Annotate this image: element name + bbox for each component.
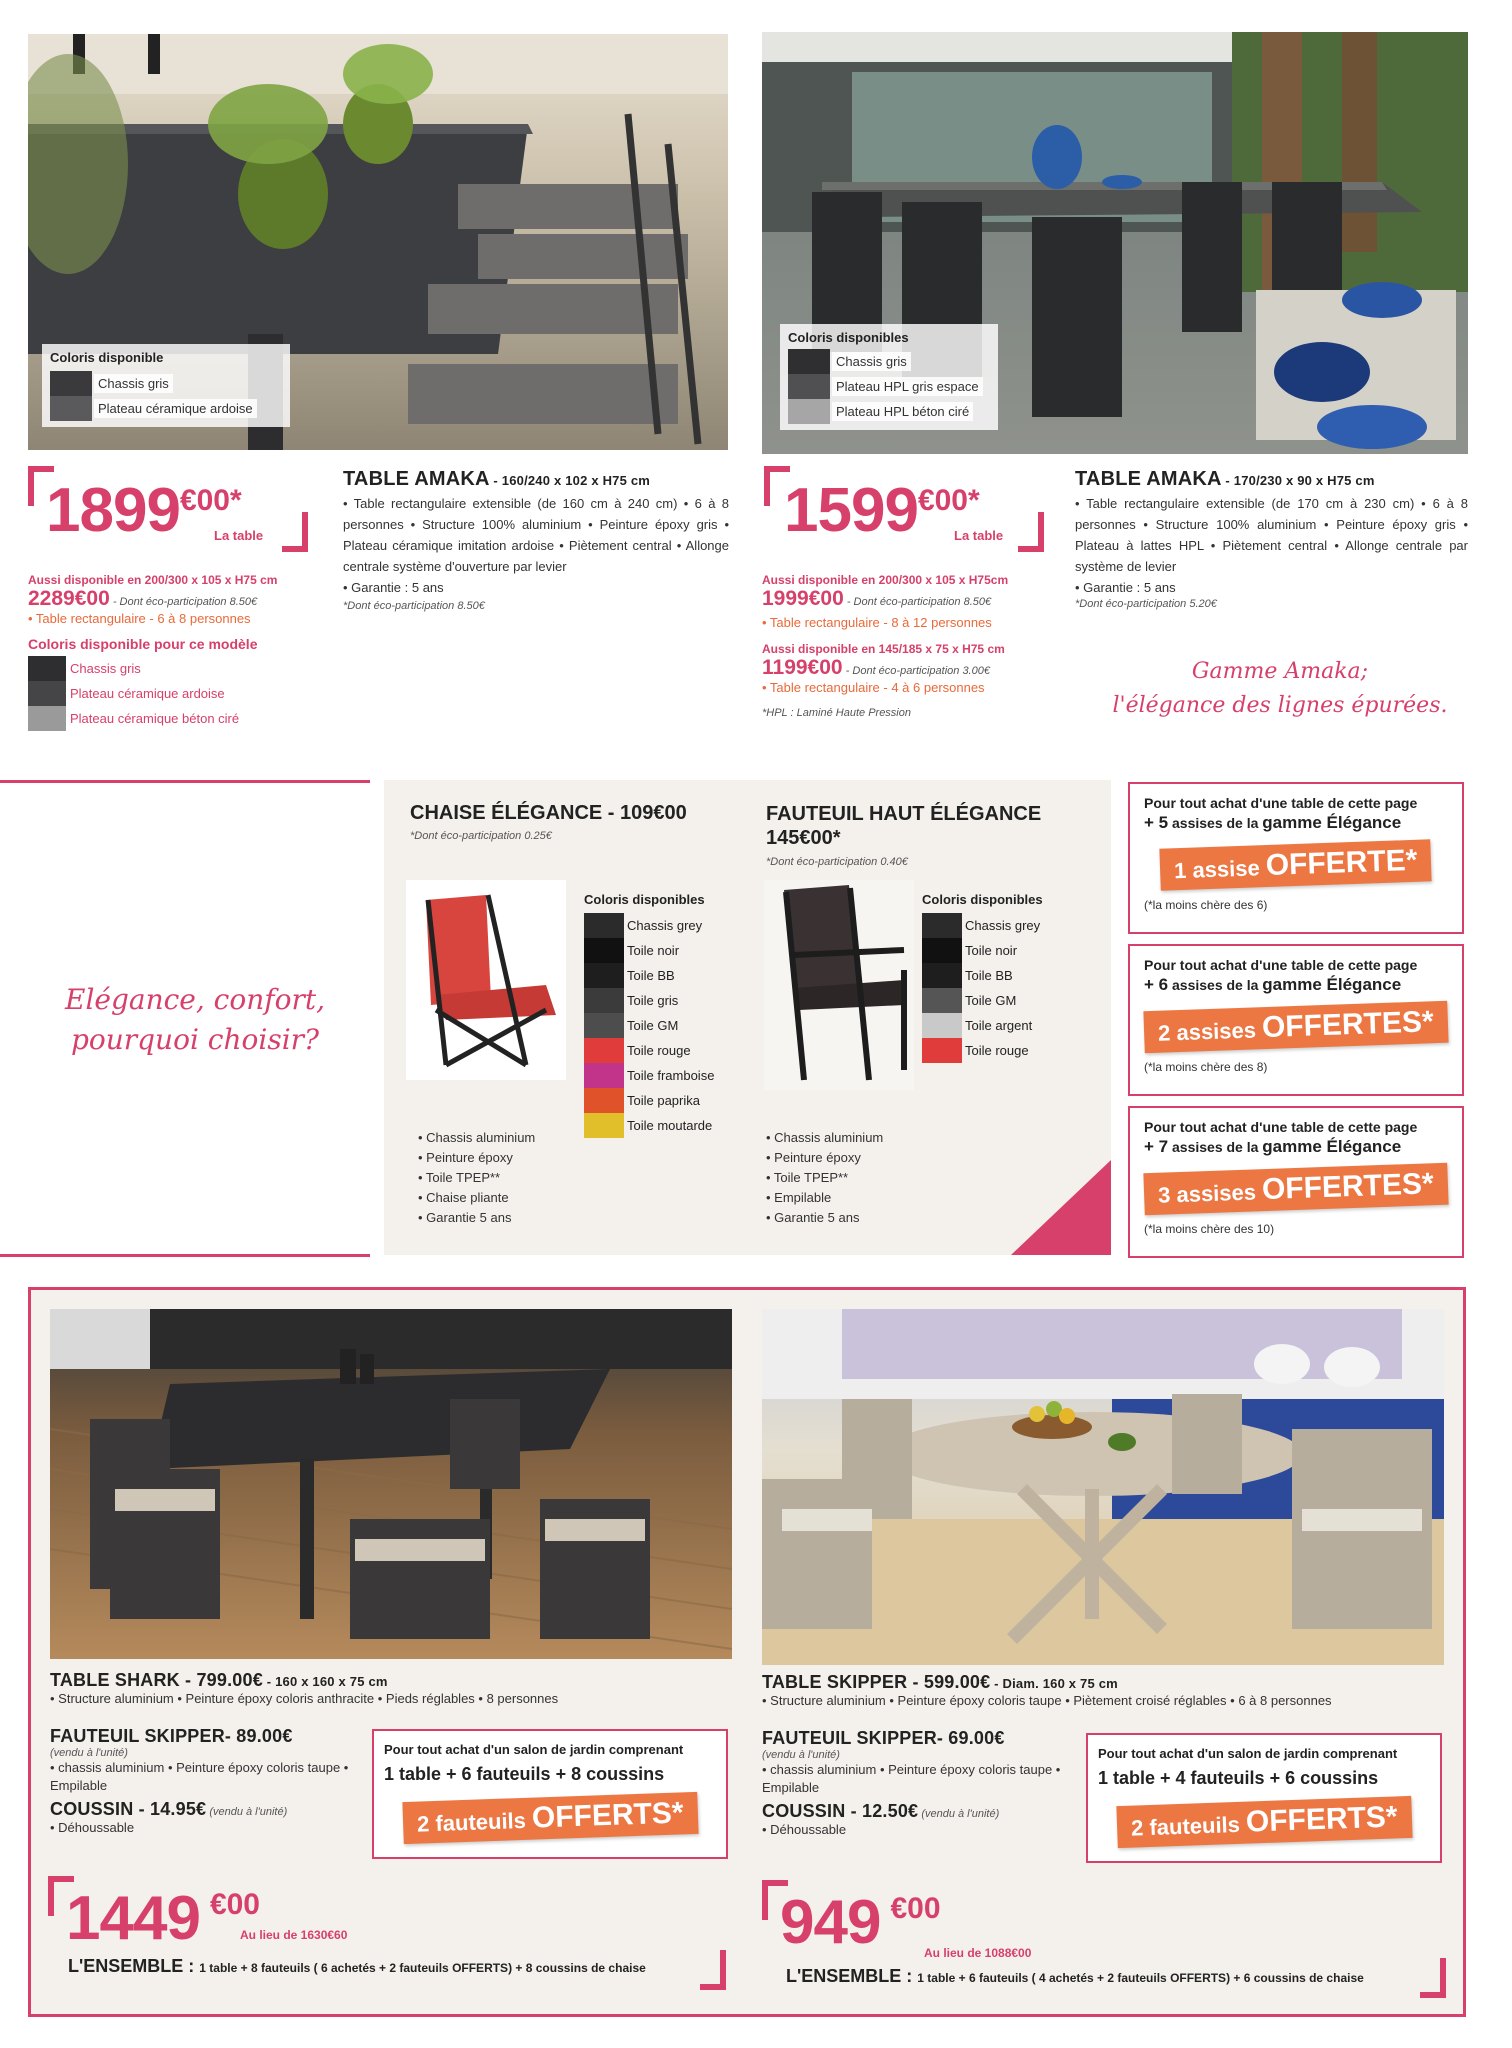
fauteuil-elegance-color-row: [922, 913, 1082, 938]
amaka1-model-color-row: [28, 706, 338, 731]
offer-mid: assises de la: [1168, 977, 1263, 993]
offer-mid: assises de la: [1168, 1139, 1263, 1155]
shark-ensemble-corner: [700, 1950, 726, 1990]
amaka2-alt1-price-row: [762, 587, 1082, 611]
skipper-scene: [762, 1309, 1444, 1665]
shark-coussin-title: COUSSIN - 14.95€: [50, 1799, 207, 1819]
amaka2-alt2-eco: - Dont éco-participation 3.00€: [842, 665, 990, 677]
amaka2-script-line2: l'élégance des lignes épurées.: [1112, 693, 1448, 718]
chaise-color-row: [584, 938, 734, 963]
fauteuil-elegance-color-row: [922, 963, 1082, 988]
amaka2-swatch: [788, 399, 830, 424]
amaka2-script: [1100, 655, 1460, 723]
shark-table-desc: • Structure aluminium • Peinture époxy coloris anthracite • Pieds réglables • 8 personnes: [50, 1691, 559, 1706]
skipper-ensemble-label: L'ENSEMBLE :: [786, 1966, 918, 1986]
offer-box-1: [1128, 782, 1464, 934]
chaise-color-label: Toile rouge: [627, 1043, 691, 1058]
shark-ensemble: [68, 1956, 646, 1977]
elegance-script: [30, 980, 360, 1060]
offer-badge-wrap: [1144, 844, 1448, 886]
shark-coussin-desc: • Déhoussable: [50, 1820, 135, 1835]
chaise-swatch: [584, 913, 624, 938]
fauteuil-elegance-swatch: [922, 1013, 962, 1038]
amaka1-guarantee: • Garantie : 5 ans: [343, 580, 444, 595]
fauteuil-elegance-color-label: Toile GM: [965, 993, 1017, 1008]
amaka1-model-color-row: [28, 681, 338, 706]
offer-mid: assises de la: [1168, 815, 1263, 831]
skipper-coussin-row: [762, 1801, 1078, 1822]
shark-offer-line2: 1 table + 6 fauteuils + 8 coussins: [384, 1764, 665, 1784]
shark-scene: [50, 1309, 732, 1659]
amaka2-swatch: [788, 349, 830, 374]
amaka2-alt2-price: 1199€00: [762, 656, 843, 679]
offer-range: gamme Élégance: [1262, 1137, 1402, 1156]
skipper-coussin-unit: (vendu à l'unité): [918, 1808, 1000, 1820]
fauteuil-elegance-feature: • Toile TPEP**: [766, 1170, 849, 1185]
chaise-color-label: Chassis grey: [627, 918, 703, 933]
amaka1-alt: [28, 573, 338, 731]
amaka1-model-swatch: [28, 656, 66, 681]
shark-info: [50, 1670, 730, 1706]
amaka1-model-swatch: [28, 681, 66, 706]
fauteuil-elegance-colors-list: [922, 913, 1082, 1063]
amaka2-alt2-desc: • Table rectangulaire - 4 à 6 personnes: [762, 680, 985, 695]
chaise-swatch: [584, 988, 624, 1013]
offer-box-3: [1128, 1106, 1464, 1258]
elegance-panel: [384, 780, 1111, 1255]
chaise-swatch: [584, 1063, 624, 1088]
skipper-photo: [762, 1309, 1444, 1665]
offer-badge-word: OFFERTES*: [1261, 1167, 1435, 1207]
fauteuil-elegance-title-text: FAUTEUIL HAUT ÉLÉGANCE: [766, 803, 1042, 825]
amaka2-alt1-title: Aussi disponible en 200/300 x 105 x H75cm: [762, 573, 1009, 587]
amaka2-colors-panel: [780, 324, 998, 430]
fauteuil-elegance-color-label: Toile rouge: [965, 1043, 1029, 1058]
shark-price-amount: 1449: [66, 1884, 200, 1953]
amaka2-price-cents: €00*: [917, 484, 980, 517]
shark-coussin-unit: (vendu à l'unité): [206, 1806, 288, 1818]
shark-price-cents: €00: [209, 1888, 260, 1921]
shark-fauteuil-title: FAUTEUIL SKIPPER- 89.00€: [50, 1726, 293, 1746]
skipper-offer-box: [1086, 1733, 1442, 1863]
amaka2-desc: • Table rectangulaire extensible (de 170 cm à 230 cm) • 6 à 8 personnes • Structure 100% aluminium • Peinture époxy gris • Plateau à lattes HPL • Piètement central • Allonge centrale par système de levier: [1075, 496, 1468, 574]
amaka2-price-corner: [1018, 512, 1044, 552]
offer-box-2: [1128, 944, 1464, 1096]
shark-photo: [50, 1309, 732, 1659]
shark-table-title-text: TABLE SHARK - 799.00€: [50, 1670, 263, 1690]
shark-ensemble-label: L'ENSEMBLE :: [68, 1956, 200, 1976]
amaka1-model-color-row: [28, 656, 338, 681]
chaise-swatch: [584, 938, 624, 963]
amaka2-colors-title: Coloris disponibles: [788, 330, 909, 345]
shark-offer-badge-word: OFFERTS*: [531, 1796, 684, 1835]
amaka1-dims: - 160/240 x 102 x H75 cm: [489, 473, 651, 488]
skipper-fauteuil-unit: (vendu à l'unité): [762, 1749, 840, 1761]
amaka1-price-sub: La table: [214, 528, 264, 543]
fauteuil-elegance-color-row: [922, 938, 1082, 963]
amaka2-color-label: Plateau HPL béton ciré: [832, 402, 973, 421]
fauteuil-elegance-features: [766, 1128, 883, 1228]
fauteuil-elegance-swatch: [922, 913, 962, 938]
amaka2-guarantee: • Garantie : 5 ans: [1075, 580, 1176, 595]
amaka2-alt2-price-row: [762, 656, 1082, 680]
shark-offer-line1: Pour tout achat d'un salon de jardin comprenant: [384, 1742, 684, 1757]
offer-qty: + 7: [1144, 1137, 1169, 1156]
shark-offer-badge-count: 2 fauteuils: [416, 1807, 533, 1837]
chaise-color-label: Toile gris: [627, 993, 679, 1008]
amaka2-alt2-title: Aussi disponible en 145/185 x 75 x H75 cm: [762, 642, 1005, 656]
skipper-price-cents: €00: [890, 1892, 941, 1925]
chaise-illustration: [406, 880, 566, 1080]
offer-badge-word: OFFERTES*: [1261, 1005, 1435, 1045]
amaka1-price-amount: 1899: [46, 476, 180, 545]
middle-divider-top: [0, 780, 370, 783]
fauteuil-elegance-color-label: Toile noir: [965, 943, 1018, 958]
offer-badge-wrap: [1144, 1006, 1448, 1048]
offer-note: (*la moins chère des 8): [1144, 1060, 1268, 1074]
fauteuil-elegance-swatch: [922, 963, 962, 988]
amaka1-model-color-label: Chassis gris: [70, 661, 141, 676]
amaka1-eco: *Dont éco-participation 8.50€: [343, 600, 485, 612]
shark-offer-badge-wrap: [384, 1797, 716, 1839]
chaise-colors: [584, 892, 734, 1138]
amaka2-title: [1075, 468, 1468, 491]
fauteuil-elegance-feature: • Chassis aluminium: [766, 1130, 884, 1145]
amaka2-color-label: Chassis gris: [832, 352, 911, 371]
chaise-colors-list: [584, 913, 734, 1138]
chaise-color-row: [584, 1013, 734, 1038]
offer-badge-count: 3 assises: [1157, 1179, 1263, 1208]
elegance-script-line1: Elégance, confort,: [65, 983, 325, 1016]
shark-coussin-row: [50, 1799, 362, 1820]
chaise-feature: • Peinture époxy: [418, 1150, 513, 1165]
chaise-color-row: [584, 913, 734, 938]
amaka1-swatch: [50, 396, 92, 421]
chaise-feature: • Chassis aluminium: [418, 1130, 536, 1145]
skipper-offer-line1: Pour tout achat d'un salon de jardin comprenant: [1098, 1746, 1398, 1761]
chaise-color-label: Toile moutarde: [627, 1118, 713, 1133]
amaka1-photo: [28, 34, 728, 450]
amaka1-alt-desc: • Table rectangulaire - 6 à 8 personnes: [28, 611, 251, 626]
amaka1-color-label: Plateau céramique ardoise: [94, 399, 257, 418]
chaise-swatch: [584, 1038, 624, 1063]
chaise-color-label: Toile noir: [627, 943, 680, 958]
offer-badge-wrap: [1144, 1168, 1448, 1210]
skipper-coussin-desc: • Déhoussable: [762, 1822, 847, 1837]
amaka2-hpl-note: *HPL : Laminé Haute Pression: [762, 707, 911, 719]
chaise-color-label: Toile paprika: [627, 1093, 700, 1108]
fauteuil-elegance-color-label: Toile argent: [965, 1018, 1033, 1033]
amaka2-alt1-eco: - Dont éco-participation 8.50€: [843, 596, 992, 608]
offer-badge: [1160, 839, 1433, 890]
amaka1-model-color-label: Plateau céramique ardoise: [70, 686, 225, 701]
chaise-color-row: [584, 963, 734, 988]
shark-price: [66, 1884, 260, 1953]
shark-table-title: [50, 1670, 730, 1691]
amaka1-alt-title: Aussi disponible en 200/300 x 105 x H75 cm: [28, 573, 278, 587]
chaise-colors-title: Coloris disponibles: [584, 892, 705, 907]
chaise-feature: • Chaise pliante: [418, 1190, 509, 1205]
offer-line1: Pour tout achat d'une table de cette page: [1144, 957, 1418, 973]
amaka1-model-swatch: [28, 706, 66, 731]
skipper-offer-badge-word: OFFERTS*: [1245, 1800, 1398, 1839]
amaka2-price-sub: La table: [954, 528, 1004, 543]
fauteuil-elegance-eco: *Dont éco-participation 0.40€: [766, 856, 908, 868]
offer-qty: + 6: [1144, 975, 1169, 994]
amaka2-photo: [762, 32, 1468, 454]
amaka1-alt-price-row: [28, 587, 338, 611]
fauteuil-elegance-feature: • Peinture époxy: [766, 1150, 861, 1165]
amaka1-model-colors-title: Coloris disponible pour ce modèle: [28, 636, 258, 652]
offer-badge: [1144, 1001, 1449, 1054]
amaka1-title: [343, 468, 729, 491]
skipper-ensemble-corner: [1420, 1958, 1446, 1998]
shark-offer-badge: [402, 1792, 698, 1844]
chaise-color-label: Toile GM: [627, 1018, 679, 1033]
chaise-color-row: [584, 988, 734, 1013]
chaise-photo: [406, 880, 566, 1080]
elegance-panel-corner: [1011, 1160, 1111, 1255]
amaka2-price-amount: 1599: [784, 476, 918, 545]
fauteuil-elegance-swatch: [922, 938, 962, 963]
amaka1-alt-price: 2289€00: [28, 587, 110, 610]
skipper-fauteuil-title: FAUTEUIL SKIPPER- 69.00€: [762, 1728, 1005, 1748]
fauteuil-elegance-colors-title: Coloris disponibles: [922, 892, 1043, 907]
chaise-swatch: [584, 1013, 624, 1038]
amaka2-script-line1: Gamme Amaka;: [1191, 659, 1369, 684]
offer-range: gamme Élégance: [1262, 813, 1402, 832]
offer-line2: [1144, 812, 1448, 834]
shark-fauteuil-desc: • chassis aluminium • Peinture époxy coloris taupe • Empilable: [50, 1760, 349, 1793]
skipper-instead: Au lieu de 1088€00: [924, 1946, 1032, 1960]
fauteuil-elegance-photo: [764, 880, 914, 1090]
chaise-eco-text: Dont éco-participation 0.25€: [414, 830, 552, 842]
middle-divider-bottom: [0, 1254, 370, 1257]
offer-badge-count: 1 assise: [1173, 855, 1267, 884]
amaka2-dims: - 170/230 x 90 x H75 cm: [1221, 473, 1375, 488]
skipper-table-dims: - Diam. 160 x 75 cm: [990, 1676, 1118, 1691]
skipper-offer-badge: [1116, 1796, 1412, 1848]
chaise-color-label: Toile BB: [627, 968, 675, 983]
chaise-feature: • Toile TPEP**: [418, 1170, 501, 1185]
amaka1-price-cents: €00*: [179, 484, 242, 517]
skipper-table-desc: • Structure aluminium • Peinture époxy coloris taupe • Piètement croisé réglables • 6 à 8 personnes: [762, 1693, 1332, 1708]
amaka2-title-text: TABLE AMAKA: [1075, 468, 1222, 490]
amaka1-info: [343, 468, 729, 612]
amaka2-alt1-desc: • Table rectangulaire - 8 à 12 personnes: [762, 615, 992, 630]
fauteuil-elegance-illustration: [764, 880, 914, 1090]
offer-badge-count: 2 assises: [1157, 1017, 1263, 1046]
offer-line2: [1144, 1136, 1448, 1158]
chaise-eco: *Dont éco-participation 0.25€: [410, 830, 552, 842]
amaka2-color-row: [788, 349, 992, 374]
fauteuil-elegance-color-row: [922, 988, 1082, 1013]
amaka1-color-label: Chassis gris: [94, 374, 173, 393]
skipper-ensemble-desc: 1 table + 6 fauteuils ( 4 achetés + 2 fauteuils OFFERTS) + 6 coussins de chaise: [917, 1971, 1364, 1985]
amaka1-alt-eco: - Dont éco-participation 8.50€: [109, 596, 258, 608]
amaka2-color-row: [788, 399, 992, 424]
skipper-offer-line2: 1 table + 4 fauteuils + 6 coussins: [1098, 1768, 1379, 1788]
amaka1-swatch: [50, 371, 92, 396]
fauteuil-elegance-feature: • Garantie 5 ans: [766, 1210, 860, 1225]
elegance-script-line2: pourquoi choisir?: [70, 1023, 320, 1056]
offer-range: gamme Élégance: [1262, 975, 1402, 994]
fauteuil-elegance-color-row: [922, 1038, 1082, 1063]
skipper-price-amount: 949: [780, 1888, 881, 1957]
chaise-swatch: [584, 963, 624, 988]
offer-qty: + 5: [1144, 813, 1169, 832]
amaka1-colors-title: Coloris disponible: [50, 350, 164, 365]
amaka2-alts: [762, 573, 1082, 719]
offer-badge-word: OFFERTE*: [1265, 843, 1419, 883]
fauteuil-elegance-title: [766, 802, 1041, 850]
chaise-title: CHAISE ÉLÉGANCE - 109€00: [410, 802, 687, 824]
chaise-feature: • Garantie 5 ans: [418, 1210, 512, 1225]
amaka1-model-colors: [28, 656, 338, 731]
amaka2-alt1-price: 1999€00: [762, 587, 844, 610]
amaka2-info: [1075, 468, 1468, 610]
amaka2-color-label: Plateau HPL gris espace: [832, 377, 983, 396]
amaka2-swatch: [788, 374, 830, 399]
amaka2-color-row: [788, 374, 992, 399]
shark-offer-box: [372, 1729, 728, 1859]
chaise-color-row: [584, 1063, 734, 1088]
shark-instead: Au lieu de 1630€60: [240, 1928, 348, 1942]
skipper-offer-badge-wrap: [1098, 1801, 1430, 1843]
offer-line1: Pour tout achat d'une table de cette page: [1144, 1119, 1418, 1135]
skipper-fauteuil: [762, 1728, 1078, 1837]
shark-ensemble-desc: 1 table + 8 fauteuils ( 6 achetés + 2 fauteuils OFFERTS) + 8 coussins de chaise: [199, 1961, 646, 1975]
shark-fauteuil: [50, 1726, 362, 1835]
skipper-offer-badge-count: 2 fauteuils: [1130, 1811, 1247, 1841]
chaise-swatch: [584, 1113, 624, 1138]
fauteuil-elegance-price: 145€00*: [766, 827, 841, 849]
chaise-color-row: [584, 1038, 734, 1063]
offer-badge: [1144, 1163, 1449, 1216]
amaka1-price-corner: [282, 512, 308, 552]
fauteuil-elegance-color-row: [922, 1013, 1082, 1038]
fauteuil-elegance-color-label: Chassis grey: [965, 918, 1041, 933]
offer-line1: Pour tout achat d'une table de cette page: [1144, 795, 1418, 811]
amaka1-desc: • Table rectangulaire extensible (de 160 cm à 240 cm) • 6 à 8 personnes • Structure 100% aluminium • Peinture époxy gris • Plateau céramique imitation ardoise • Piètement central • Allonge centrale système d'ouverture par levier: [343, 496, 729, 574]
amaka1-colors-panel: [42, 344, 290, 427]
fauteuil-elegance-swatch: [922, 1038, 962, 1063]
offer-note: (*la moins chère des 6): [1144, 898, 1268, 912]
fauteuil-elegance-feature: • Empilable: [766, 1190, 832, 1205]
fauteuil-elegance-swatch: [922, 988, 962, 1013]
amaka1-color-row: [50, 371, 284, 396]
skipper-ensemble: [786, 1966, 1364, 1987]
shark-table-dims: - 160 x 160 x 75 cm: [262, 1674, 388, 1689]
chaise-swatch: [584, 1088, 624, 1113]
amaka1-title-text: TABLE AMAKA: [343, 468, 490, 490]
fauteuil-elegance-colors: [922, 892, 1082, 1063]
amaka1-model-color-label: Plateau céramique béton ciré: [70, 711, 240, 726]
chaise-color-row: [584, 1113, 734, 1138]
offer-line2: [1144, 974, 1448, 996]
skipper-table-title: [762, 1672, 1452, 1693]
offer-note: (*la moins chère des 10): [1144, 1222, 1275, 1236]
fauteuil-elegance-color-label: Toile BB: [965, 968, 1013, 983]
amaka1-color-row: [50, 396, 284, 421]
fauteuil-elegance-eco-text: Dont éco-participation 0.40€: [770, 856, 908, 868]
skipper-info: [762, 1672, 1452, 1708]
amaka2-eco: *Dont éco-participation 5.20€: [1075, 598, 1217, 610]
amaka1-price: [46, 476, 242, 545]
shark-fauteuil-unit: (vendu à l'unité): [50, 1747, 128, 1759]
skipper-price: [780, 1888, 941, 1957]
skipper-table-title-text: TABLE SKIPPER - 599.00€: [762, 1672, 991, 1692]
skipper-fauteuil-desc: • chassis aluminium • Peinture époxy coloris taupe • Empilable: [762, 1762, 1061, 1795]
chaise-features: [418, 1128, 535, 1228]
chaise-color-label: Toile framboise: [627, 1068, 715, 1083]
skipper-coussin-title: COUSSIN - 12.50€: [762, 1801, 919, 1821]
chaise-color-row: [584, 1088, 734, 1113]
